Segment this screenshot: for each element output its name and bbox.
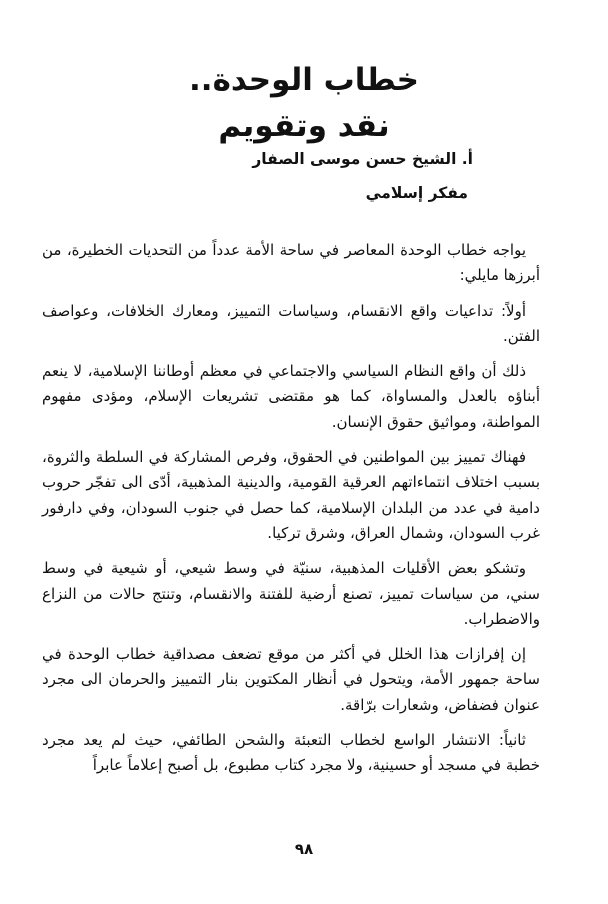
paragraph-1: يواجه خطاب الوحدة المعاصر في ساحة الأمة عدداً من التحديات الخطيرة، من أبرزها مايلي: <box>42 241 540 285</box>
paragraph-7: ثانياً: الانتشار الواسع لخطاب التعبئة والشحن الطائفي، حيث لم يعد مجرد خطبة في مسجد أو حسينية، ولا مجرد كتاب مطبوع، بل أصبح إعلاماً عابراً <box>42 731 540 775</box>
author-role: مفكر إسلامي <box>365 184 468 202</box>
paragraph-6: إن إفرازات هذا الخلل في أكثر من موقع تضعف مصداقية خطاب الوحدة في ساحة جمهور الأمة، ويتحول في أنظار المكتوين بنار التمييز والحرمان الى مجرد عنوان فضفاض، وشعارات برّاقة. <box>42 645 540 714</box>
article-body <box>42 238 540 789</box>
paragraph-2: أولاً: تداعيات واقع الانقسام، وسياسات التمييز، ومعارك الخلافات، وعواصف الفتن. <box>42 301 540 345</box>
title-line-1: خطاب الوحدة.. <box>189 62 419 98</box>
page-number: ٩٨ <box>294 840 314 858</box>
author-name: أ. الشيخ حسن موسى الصفار <box>252 150 473 168</box>
paragraph-3: ذلك أن واقع النظام السياسي والاجتماعي في معظم أوطاننا الإسلامية، لا ينعم أبناؤه بالعدل والمساواة، كما هو مقتضى تشريعات الإسلام، ومؤدى مفهوم المواطنة، ومواثيق حقوق الإنسان. <box>42 362 540 431</box>
paragraph-4: فهناك تمييز بين المواطنين في الحقوق، وفرص المشاركة في السلطة والثروة، بسبب اختلاف انتماءاتهم العرقية القومية، والدينية المذهبية، أدّى الى تفجّر حروب دامية في عدد من البلدان الإسلامية، كما حصل في جنوب السودان، وفي دارفور غرب السودان، وشمال العراق، وشرق تركيا. <box>42 448 540 542</box>
paragraph-5: وتشكو بعض الأقليات المذهبية، سنيّة في وسط شيعي، أو شيعية في وسط سني، من سياسات تمييز، تصنع أرضية للفتنة والانقسام، وتنتج حالات من النزاع والاضطراب. <box>42 559 540 628</box>
title-line-2: نقد وتقويم <box>218 108 390 144</box>
